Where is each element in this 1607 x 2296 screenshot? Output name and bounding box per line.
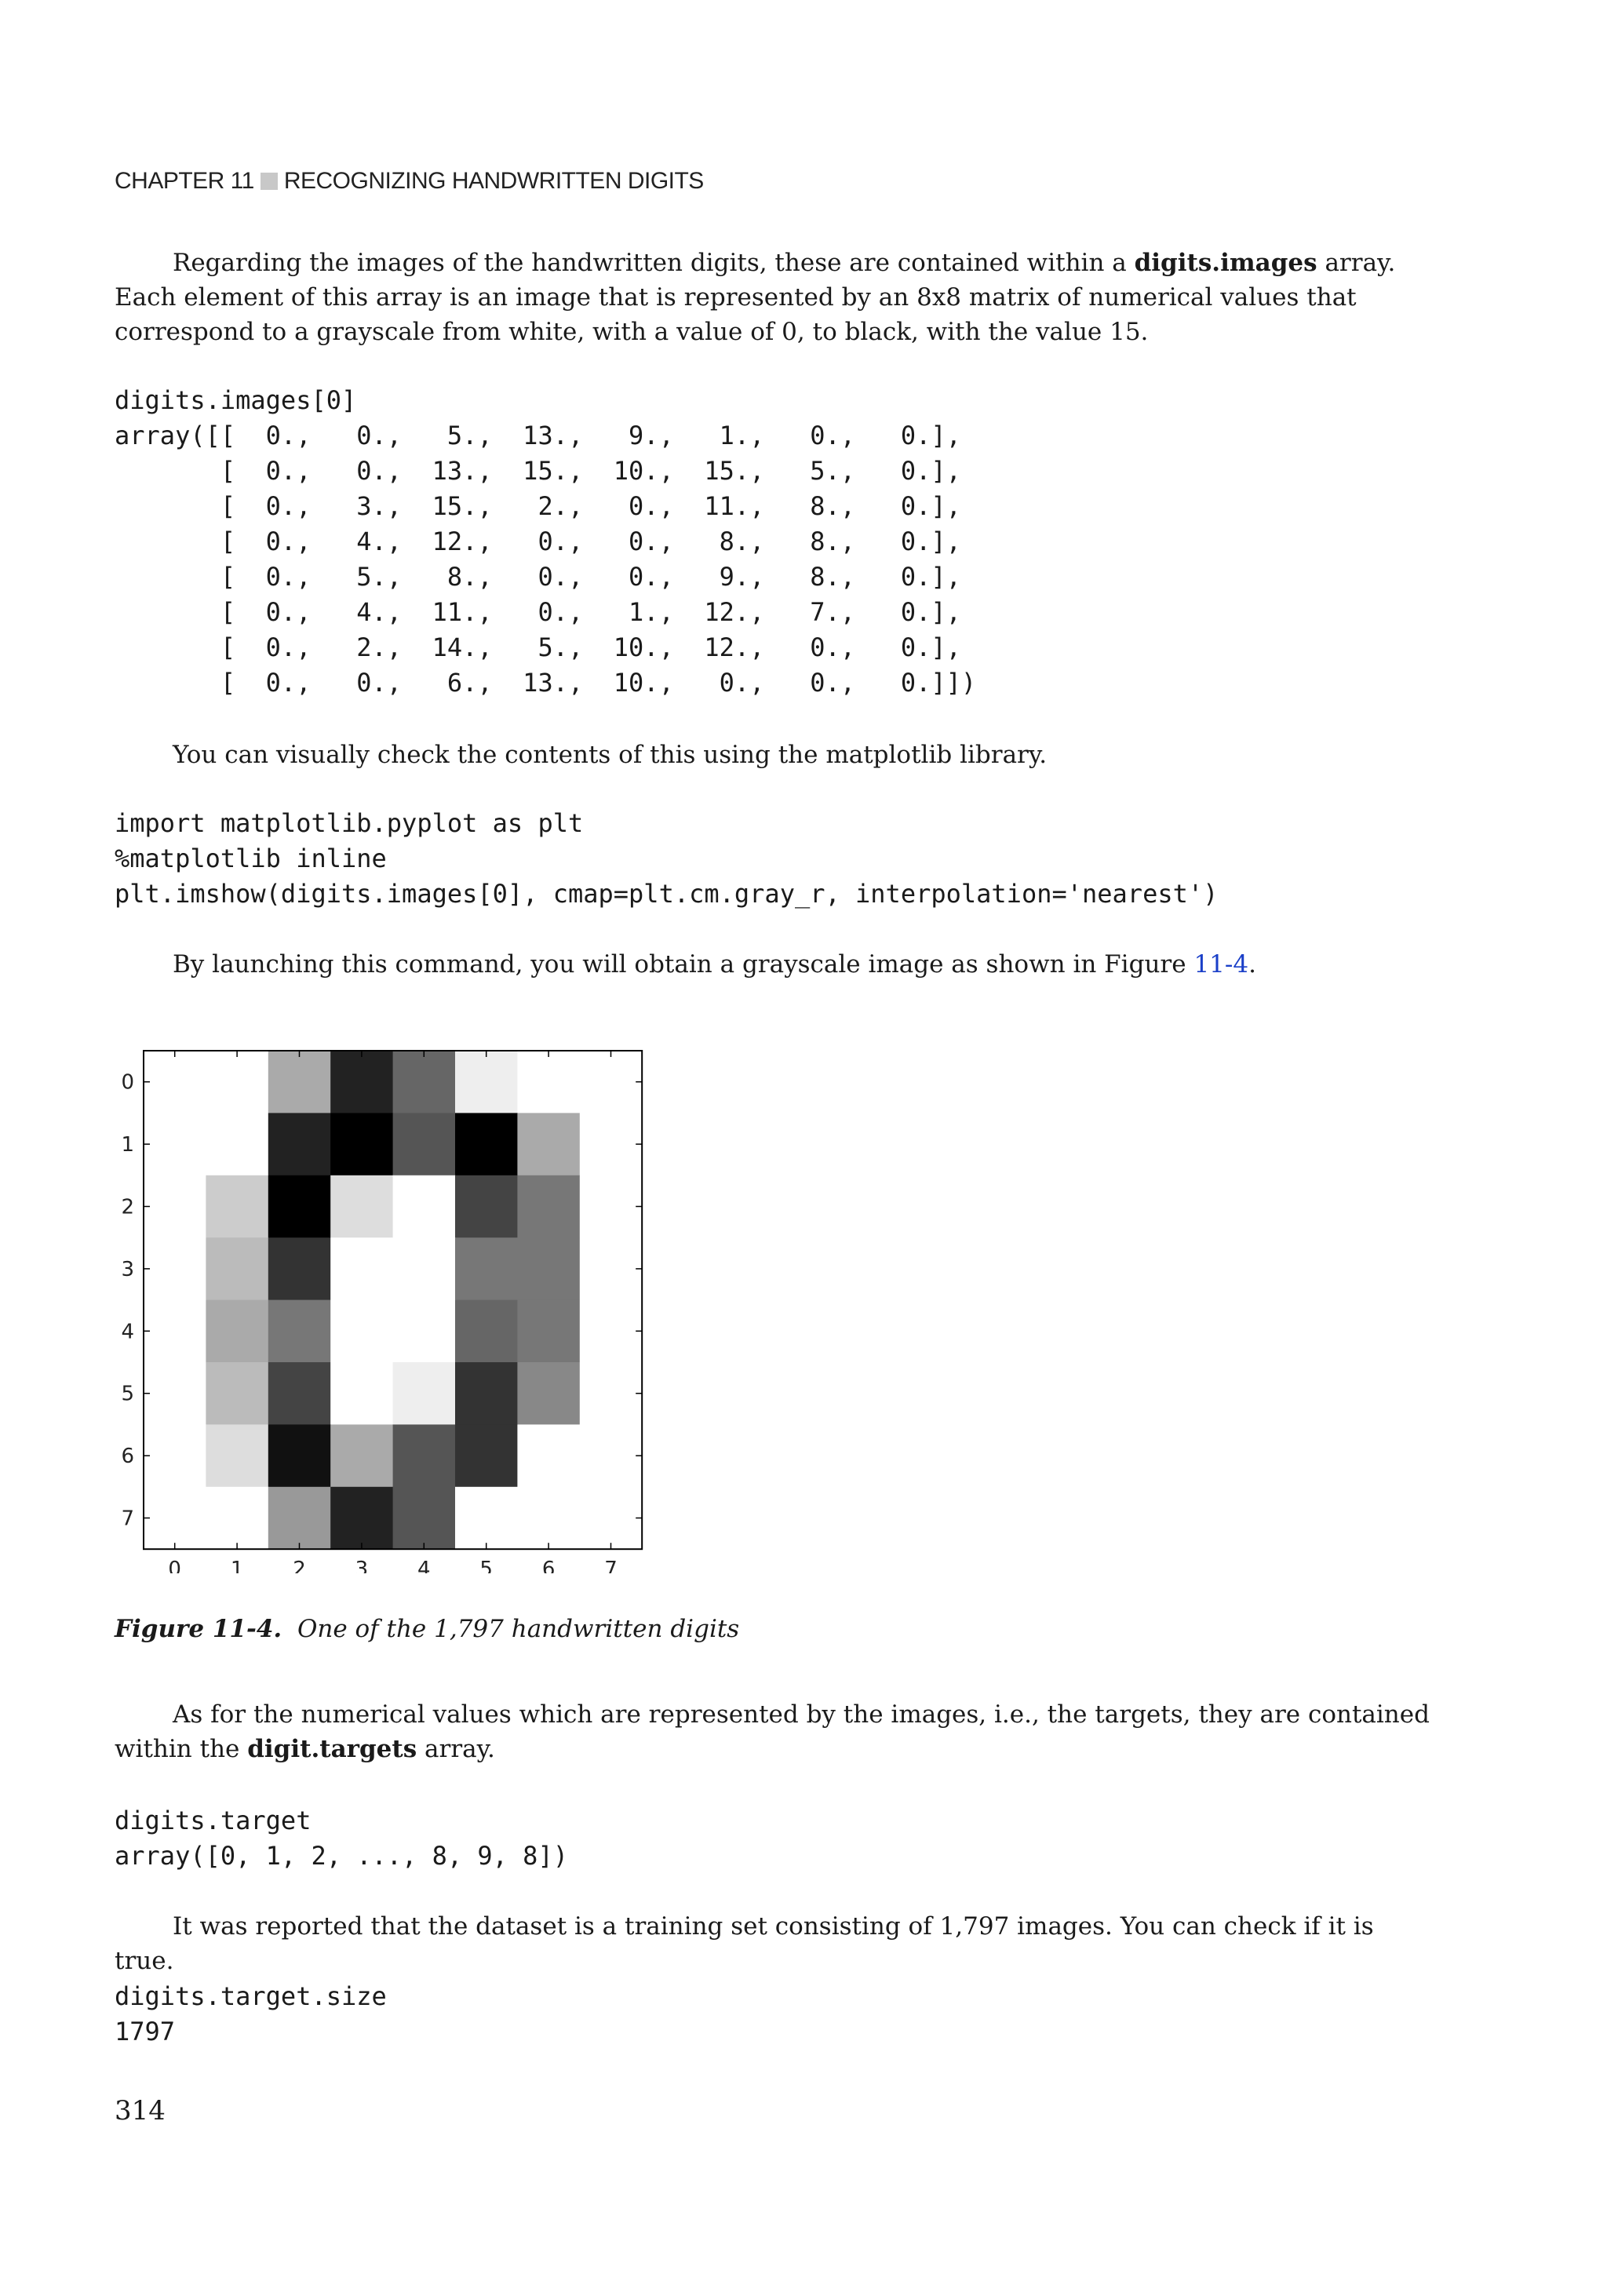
heatmap-cell-r5-c7: [580, 1362, 643, 1425]
paragraph-matplotlib: You can visually check the contents of this using the matplotlib library.: [173, 741, 1048, 769]
heatmap-cell-r5-c5: [455, 1362, 518, 1425]
heatmap-cell-r6-c5: [455, 1424, 518, 1487]
heatmap-cell-r1-c5: [455, 1113, 518, 1175]
digit-heatmap: [115, 1040, 664, 1573]
heatmap-cell-r0-c0: [144, 1051, 206, 1113]
x-tick-label: 1: [230, 1558, 244, 1573]
heatmap-cell-r5-c0: [144, 1362, 206, 1425]
heatmap-cell-r0-c7: [580, 1051, 643, 1113]
figure-caption-text: One of the 1,797 handwritten digits: [297, 1615, 740, 1643]
heatmap-cell-r2-c4: [393, 1175, 456, 1238]
heatmap-cell-r0-c6: [517, 1051, 580, 1113]
figure-label: Figure 11-4.: [115, 1615, 282, 1643]
heatmap-cell-r5-c3: [330, 1362, 393, 1425]
heatmap-cell-r7-c2: [268, 1487, 331, 1550]
page-number: 314: [115, 2095, 166, 2127]
heatmap-cell-r6-c1: [206, 1424, 268, 1487]
heatmap-cell-r2-c1: [206, 1175, 268, 1238]
heatmap-cell-r6-c7: [580, 1424, 643, 1487]
code-block-target-size: digits.target.size 1797: [115, 1981, 387, 2046]
code-block-target: digits.target array([0, 1, 2, ..., 8, 9, 8]): [115, 1806, 568, 1871]
y-tick-label: 0: [121, 1070, 134, 1095]
code-block-images: digits.images[0] array([[ 0., 0., 5., 13., 9., 1., 0., 0.], [ 0., 0., 13., 15., 10., 15., 5., 0.], [ 0., 3., 15., 2., 0., 11., 8., 0.], [ 0., 4., 12., 0., 0., 8., 8., 0.], [ 0., 5., 8., 0., 0., 9., 8., 0.], [ 0., 4., 11., 0., 1., 12., 7., 0.], [ 0., 2., 14., 5., 10., 12., 0., 0.], [ 0., 0., 6., 13., 10., 0., 0., 0.]]): [115, 385, 977, 698]
heatmap-cell-r2-c5: [455, 1175, 518, 1238]
x-tick-label: 4: [417, 1558, 431, 1573]
heatmap-cell-r3-c6: [517, 1237, 580, 1300]
heatmap-cell-r7-c5: [455, 1487, 518, 1550]
x-tick-label: 5: [479, 1558, 493, 1573]
heatmap-cell-r3-c0: [144, 1237, 206, 1300]
heatmap-cell-r2-c0: [144, 1175, 206, 1238]
heatmap-cell-r7-c1: [206, 1487, 268, 1550]
heatmap-cell-r7-c7: [580, 1487, 643, 1550]
digit-figure: [115, 1040, 664, 1573]
x-tick-label: 6: [541, 1558, 556, 1573]
y-tick-label: 7: [121, 1507, 134, 1531]
y-tick-label: 5: [121, 1382, 134, 1406]
heatmap-cell-r4-c7: [580, 1300, 643, 1363]
heatmap-cell-r7-c6: [517, 1487, 580, 1550]
heatmap-cell-r5-c6: [517, 1362, 580, 1425]
heatmap-cell-r4-c1: [206, 1300, 268, 1363]
figure-caption: [115, 1615, 739, 1643]
heatmap-cell-r0-c3: [330, 1051, 393, 1113]
heatmap-cell-r2-c3: [330, 1175, 393, 1238]
heatmap-cell-r0-c2: [268, 1051, 331, 1113]
x-tick-label: 3: [355, 1558, 369, 1573]
heatmap-cell-r7-c0: [144, 1487, 206, 1550]
heatmap-cell-r7-c3: [330, 1487, 393, 1550]
heatmap-cell-r0-c4: [393, 1051, 456, 1113]
heatmap-cell-r5-c1: [206, 1362, 268, 1425]
heatmap-cell-r3-c5: [455, 1237, 518, 1300]
heatmap-cell-r1-c3: [330, 1113, 393, 1175]
heatmap-cell-r4-c4: [393, 1300, 456, 1363]
heatmap-cell-r6-c6: [517, 1424, 580, 1487]
heatmap-cell-r1-c1: [206, 1113, 268, 1175]
heatmap-cell-r1-c0: [144, 1113, 206, 1175]
chapter-title: RECOGNIZING HANDWRITTEN DIGITS: [283, 168, 704, 194]
y-tick-label: 2: [121, 1195, 134, 1219]
heatmap-cell-r4-c0: [144, 1300, 206, 1363]
heatmap-cell-r7-c4: [393, 1487, 456, 1550]
y-tick-label: 1: [121, 1133, 134, 1157]
heatmap-cell-r2-c7: [580, 1175, 643, 1238]
heatmap-cell-r1-c4: [393, 1113, 456, 1175]
heatmap-cell-r5-c4: [393, 1362, 456, 1425]
y-tick-label: 6: [121, 1445, 134, 1469]
heatmap-cell-r6-c0: [144, 1424, 206, 1487]
running-header: [115, 168, 704, 195]
heatmap-cell-r4-c6: [517, 1300, 580, 1363]
heatmap-cell-r3-c1: [206, 1237, 268, 1300]
heatmap-cell-r1-c2: [268, 1113, 331, 1175]
chapter-label: CHAPTER 11: [115, 168, 254, 194]
heatmap-cell-r2-c2: [268, 1175, 331, 1238]
heatmap-cell-r6-c2: [268, 1424, 331, 1487]
figure-link[interactable]: 11-4: [1193, 950, 1249, 979]
heatmap-cell-r3-c2: [268, 1237, 331, 1300]
y-tick-label: 3: [121, 1257, 134, 1281]
heatmap-cell-r6-c3: [330, 1424, 393, 1487]
header-separator-square: [261, 173, 278, 190]
heatmap-cell-r3-c7: [580, 1237, 643, 1300]
heatmap-cell-r1-c7: [580, 1113, 643, 1175]
paragraph-launch-command: By launching this command, you will obtain a grayscale image as shown in Figure 11-4.: [173, 950, 1256, 979]
heatmap-cell-r0-c5: [455, 1051, 518, 1113]
heatmap-cell-r3-c4: [393, 1237, 456, 1300]
y-tick-label: 4: [121, 1320, 134, 1344]
paragraph-targets: As for the numerical values which are represented by the images, i.e., the targets, they are contained within the digit.targets array.: [115, 1700, 1430, 1763]
inline-code-digit-targets: digit.targets: [247, 1735, 417, 1763]
paragraph-images-array: Regarding the images of the handwritten digits, these are contained within a digits.images array. Each element of this array is an image that is represented by an 8x8 matrix of numerical values that correspond to a grayscale from white, with a value of 0, to black, with the value 15.: [115, 249, 1396, 346]
heatmap-cell-r3-c3: [330, 1237, 393, 1300]
x-tick-label: 7: [604, 1558, 618, 1573]
inline-code-digits-images: digits.images: [1134, 249, 1317, 277]
x-tick-label: 0: [168, 1558, 181, 1573]
heatmap-cell-r4-c5: [455, 1300, 518, 1363]
heatmap-cell-r4-c3: [330, 1300, 393, 1363]
x-tick-label: 2: [293, 1558, 306, 1573]
heatmap-cell-r2-c6: [517, 1175, 580, 1238]
paragraph-training-set: It was reported that the dataset is a training set consisting of 1,797 images. You can check if it is true.: [115, 1912, 1374, 1975]
heatmap-cell-r1-c6: [517, 1113, 580, 1175]
code-block-imshow: import matplotlib.pyplot as plt %matplotlib inline plt.imshow(digits.images[0], cmap=plt.cm.gray_r, interpolation='nearest'): [115, 808, 1219, 909]
heatmap-cell-r6-c4: [393, 1424, 456, 1487]
heatmap-cell-r0-c1: [206, 1051, 268, 1113]
heatmap-cell-r4-c2: [268, 1300, 331, 1363]
heatmap-cell-r5-c2: [268, 1362, 331, 1425]
